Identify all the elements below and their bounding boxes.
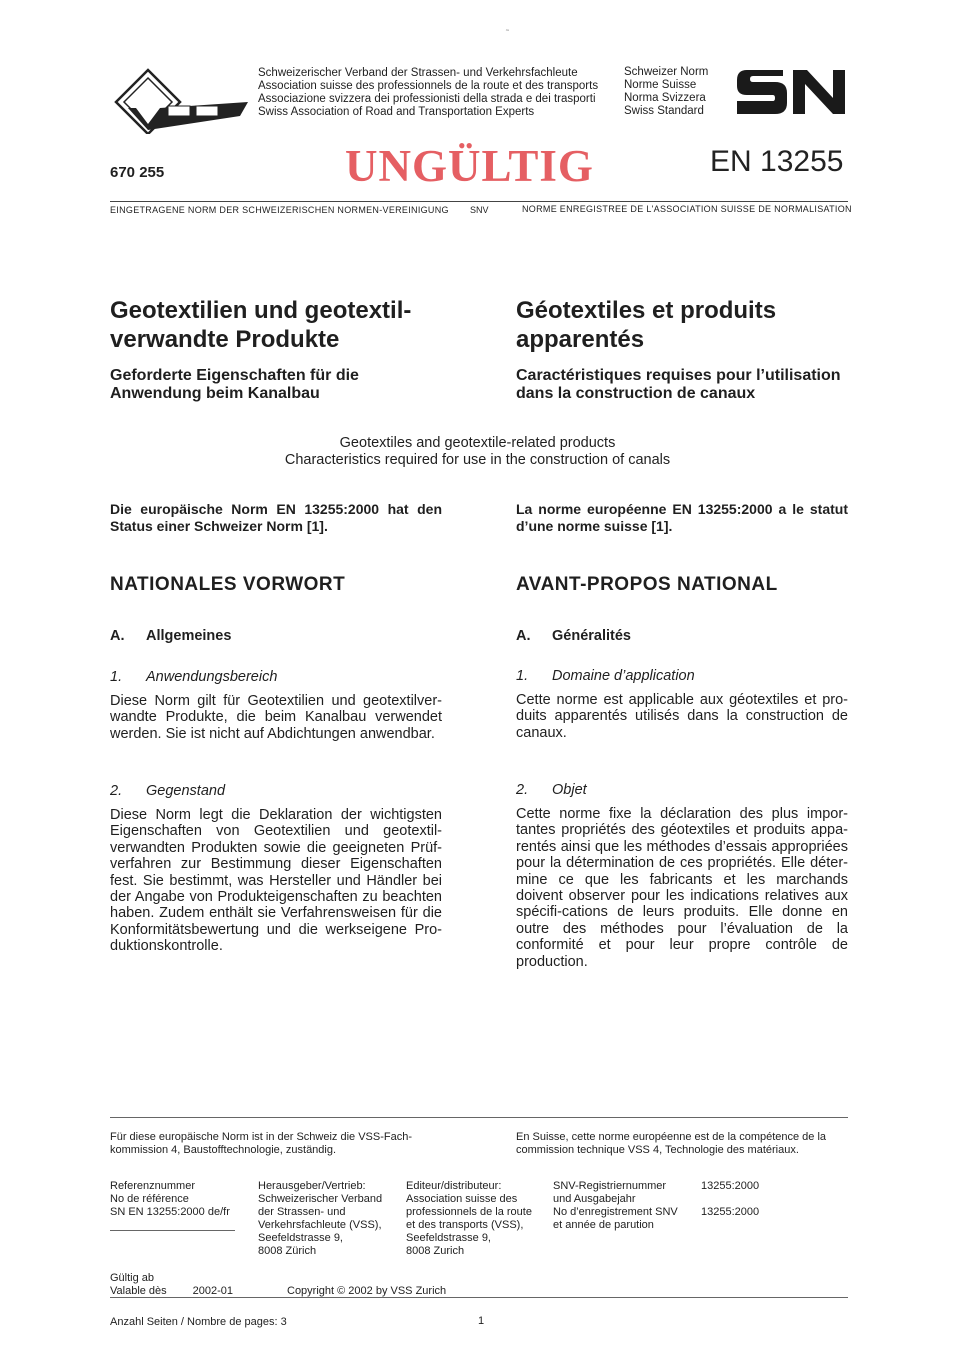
subsection-2-fr [516, 782, 848, 798]
org-line-fr: Association suisse des professionnels de la route et des transports [258, 80, 599, 92]
subsection-number: 2. [110, 783, 123, 799]
norm-names [624, 66, 734, 118]
publisher-fr-line: Editeur/distributeur: [406, 1180, 502, 1192]
paragraph-1-de: Diese Norm gilt für Geotextilien und geotextilver-wandte Produkte, die beim Kanalbau verwendet werden. Sie ist nicht auf Abdichtungen anwendbar. [110, 693, 442, 742]
section-a-number: A. [110, 628, 125, 644]
footer-divider [110, 1117, 848, 1118]
reference-label-de: Referenznummer [110, 1180, 195, 1192]
status-fr: La norme européenne EN 13255:2000 a le statut d’une norme suisse [1]. [516, 501, 848, 534]
valid-date: 2002-01 [192, 1285, 234, 1297]
foreword-heading-fr: AVANT-PROPOS NATIONAL [516, 574, 778, 595]
publisher-fr-line: et des transports (VSS), [406, 1219, 524, 1231]
subsection-title: Gegenstand [146, 783, 226, 799]
reference-value: SN EN 13255:2000 de/fr [110, 1206, 230, 1218]
sn-logo [733, 66, 849, 118]
norm-line-de: Schweizer Norm [624, 66, 709, 78]
subsection-1-fr [516, 668, 848, 684]
document-number: 670 255 [110, 164, 165, 181]
reference-underline [110, 1230, 235, 1231]
snv-label-de: SNV-Registriernummer [553, 1180, 667, 1192]
snv-value-block [701, 1180, 781, 1219]
publisher-de-line: 8008 Zürich [258, 1245, 317, 1257]
publisher-de-line: Seefeldstrasse 9, [258, 1232, 343, 1244]
title-fr: Géotextiles et produits apparentés [516, 297, 777, 353]
subtitle-de: Geforderte Eigenschaften für die Anwendung beim Kanalbau [110, 367, 359, 402]
footer-note-fr: En Suisse, cette norme européenne est de la compétence de la commission technique VSS 4, Technologie des matériaux. [516, 1131, 827, 1156]
foreword-heading-de: NATIONALES VORWORT [110, 574, 346, 595]
subsection-title: Domaine d’application [552, 668, 695, 684]
subtitle-fr: Caractéristiques requises pour l’utilisation dans la construction de canaux [516, 367, 841, 402]
norm-line-en: Swiss Standard [624, 105, 704, 117]
org-line-de: Schweizerischer Verband der Strassen- und Verkehrsfachleute [258, 67, 578, 79]
paragraph-1-fr: Cette norme est applicable aux géotextiles et pro-duits apparentés utilisés dans la construction de canaux. [516, 692, 848, 741]
subsection-title: Objet [552, 782, 587, 798]
publisher-fr-line: 8008 Zurich [406, 1245, 465, 1257]
reference-label-fr: No de référence [110, 1193, 189, 1205]
vss-logo [108, 68, 253, 134]
subsection-title: Anwendungsbereich [146, 669, 278, 685]
invalid-stamp: UNGÜLTIG [345, 141, 594, 191]
snv-label-fr: No d’enregistrement SNV [553, 1206, 678, 1218]
publisher-de-line: Verkehrsfachleute (VSS), [258, 1219, 382, 1231]
org-line-it: Associazione svizzera dei professionisti della strada e dei trasporti [258, 93, 596, 105]
section-a-title: Allgemeines [146, 628, 232, 644]
title-de: Geotextilien und geotextil-verwandte Produkte [110, 297, 412, 353]
publisher-de-block [258, 1180, 398, 1258]
subsection-number: 2. [516, 782, 529, 798]
valid-label-fr: Valable dès [110, 1285, 167, 1297]
publisher-fr-line: professionnels de la route [406, 1206, 532, 1218]
snv-value-de: 13255:2000 [701, 1180, 760, 1192]
section-a-fr [516, 628, 848, 644]
norm-line-fr: Norme Suisse [624, 79, 697, 91]
title-en [200, 435, 755, 469]
page-count: Anzahl Seiten / Nombre de pages: 3 [110, 1316, 287, 1328]
page-number: 1 [478, 1315, 485, 1327]
norm-line-it: Norma Svizzera [624, 92, 706, 104]
registration-fr: NORME ENREGISTREE DE L'ASSOCIATION SUISSE DE NORMALISATION [522, 204, 852, 214]
org-line-en: Swiss Association of Road and Transportation Experts [258, 106, 535, 118]
snv-value-fr: 13255:2000 [701, 1206, 760, 1218]
paragraph-2-fr: Cette norme fixe la déclaration des plus impor-tantes propriétés des géotextiles et produits appa-rentés ainsi que les méthodes d’essais appropriées pour la détermination de ces propriétés. Elle déter-mine ce que les fabricants et les marchands doivent observer pour les indications relatives aux spécifi-cations de leurs produits. Elle donne en outre des méthodes pour l’évaluation de la conformité et pour leur propre contrôle de production. [516, 806, 848, 970]
snv-label-fr: et année de parution [553, 1219, 654, 1231]
publisher-fr-line: Seefeldstrasse 9, [406, 1232, 491, 1244]
publisher-de-line: Herausgeber/Vertrieb: [258, 1180, 366, 1192]
subsection-number: 1. [516, 668, 529, 684]
organisation-names [258, 67, 618, 119]
status-de: Die europäische Norm EN 13255:2000 hat den Status einer Schweizer Norm [1]. [110, 501, 442, 534]
copyright: Copyright © 2002 by VSS Zurich [287, 1285, 447, 1297]
valid-label-de: Gültig ab [110, 1272, 155, 1284]
publisher-fr-block [406, 1180, 551, 1258]
header-divider [110, 201, 848, 202]
publisher-de-line: Schweizerischer Verband [258, 1193, 383, 1205]
section-a-title: Généralités [552, 628, 631, 644]
scan-mark: ˜ [506, 28, 509, 38]
reference-number-block [110, 1180, 250, 1219]
valid-from-block [110, 1272, 233, 1298]
title-en-line2: Characteristics required for use in the construction of canals [284, 452, 671, 468]
subsection-2-de [110, 783, 442, 799]
title-en-line1: Geotextiles and geotextile-related products [339, 435, 616, 451]
snv-label-de: und Ausgabejahr [553, 1193, 636, 1205]
subsection-number: 1. [110, 669, 123, 685]
footer-note-de: Für diese europäische Norm ist in der Schweiz die VSS-Fach-kommission 4, Baustofftechnologie, zuständig. [110, 1131, 413, 1156]
snv-registration-block [553, 1180, 693, 1232]
registration-snv: SNV [470, 205, 489, 215]
en-number: EN 13255 [710, 145, 844, 178]
section-a-number: A. [516, 628, 531, 644]
bottom-divider [110, 1297, 848, 1298]
publisher-de-line: der Strassen- und [258, 1206, 346, 1218]
subsection-1-de [110, 669, 442, 685]
paragraph-2-de: Diese Norm legt die Deklaration der wichtigsten Eigenschaften von Geotextilien und geotextil-verwandten Produkten sowie die geeigneten Prüf-verfahren zur Bestimmung dieser Eigenschaften fest. Sie bestimmt, was Hersteller und Händler bei der Angabe von Produkteigenschaften zu beachten haben. Zudem enthält sie Verfahrensweisen für die Konformitätsbewertung und die werkseigene Pro-duktionskontrolle. [110, 807, 442, 955]
section-a-de [110, 628, 442, 644]
publisher-fr-line: Association suisse des [406, 1193, 518, 1205]
registration-de: EINGETRAGENE NORM DER SCHWEIZERISCHEN NORMEN-VEREINIGUNG [110, 205, 449, 215]
